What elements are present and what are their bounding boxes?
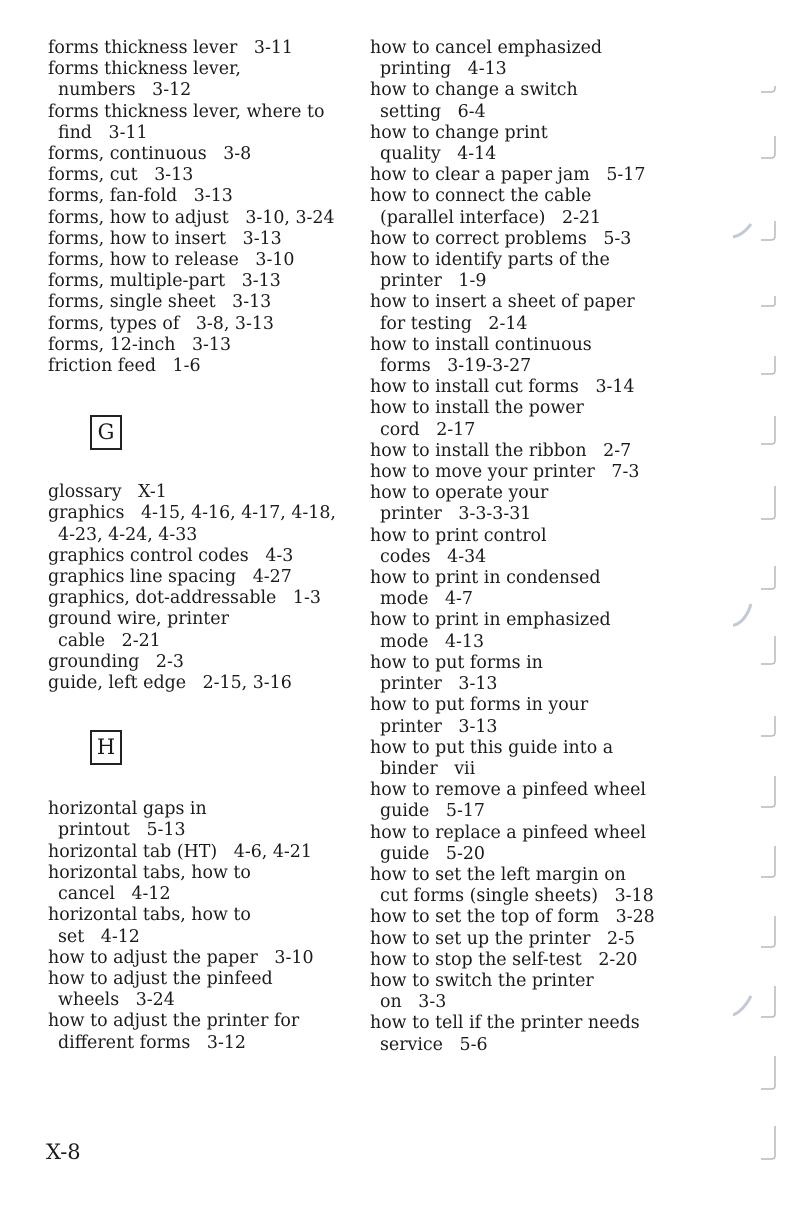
index-how-entry	[370, 971, 700, 1013]
index-column-right	[370, 38, 700, 1056]
index-term: how to install the power	[370, 398, 584, 419]
index-term: how to change a switch	[370, 80, 578, 101]
index-term-continuation: quality 4-14	[380, 144, 497, 165]
index-f-entry	[48, 208, 358, 229]
index-how-entry	[370, 250, 700, 292]
index-term-continuation: for testing 2-14	[380, 313, 528, 334]
index-term: how to print in emphasized	[370, 610, 611, 631]
index-term-continuation: printer 3-13	[380, 674, 498, 695]
index-term: guide, left edge 2-15, 3-16	[48, 673, 292, 694]
index-h-entry	[48, 799, 358, 841]
binder-edge-marks	[733, 56, 793, 1176]
index-how-entry	[370, 695, 700, 737]
index-how-entry	[370, 950, 700, 971]
index-g-entry	[48, 567, 358, 588]
index-term: how to adjust the pinfeed	[48, 968, 273, 989]
index-term-continuation: forms 3-19-3-27	[380, 356, 532, 377]
index-how-entry	[370, 526, 700, 568]
index-term: glossary X-1	[48, 482, 167, 503]
index-how-entry	[370, 568, 700, 610]
index-g-entry	[48, 652, 358, 673]
index-term-continuation: on 3-3	[380, 992, 447, 1013]
index-h-entry	[48, 969, 358, 1011]
index-f-entry	[48, 356, 358, 377]
index-group-f	[48, 38, 358, 377]
index-how-entry	[370, 483, 700, 525]
index-term: how to switch the printer	[370, 970, 594, 991]
index-term-continuation: guide 5-20	[380, 843, 485, 864]
index-group-h	[48, 799, 358, 1053]
index-f-entry	[48, 335, 358, 356]
index-term: how to tell if the printer needs	[370, 1013, 640, 1034]
index-term-continuation: service 5-6	[380, 1034, 488, 1055]
index-term: how to adjust the paper 3-10	[48, 947, 314, 968]
index-term: forms, multiple-part 3-13	[48, 271, 281, 292]
index-how-entry	[370, 929, 700, 950]
index-term: horizontal tabs, how to	[48, 862, 251, 883]
index-term: how to set the left margin on	[370, 864, 626, 885]
index-term: forms thickness lever, where to	[48, 101, 325, 122]
index-h-entry	[48, 1011, 358, 1053]
index-g-entry	[48, 673, 358, 694]
index-term: forms, fan-fold 3-13	[48, 186, 233, 207]
index-f-entry	[48, 165, 358, 186]
index-term: ground wire, printer	[48, 609, 229, 630]
index-term: how to clear a paper jam 5-17	[370, 165, 646, 186]
index-term: horizontal tabs, how to	[48, 905, 251, 926]
index-term: how to set up the printer 2-5	[370, 928, 636, 949]
index-term: forms, types of 3-8, 3-13	[48, 313, 275, 334]
index-how-entry	[370, 610, 700, 652]
index-term: how to insert a sheet of paper	[370, 292, 635, 313]
index-term: graphics line spacing 4-27	[48, 567, 292, 588]
index-term-continuation: printout 5-13	[58, 820, 186, 841]
index-how-entry	[370, 335, 700, 377]
index-f-entry	[48, 59, 358, 101]
index-term: how to print control	[370, 525, 547, 546]
section-letter-h: H	[90, 730, 122, 765]
index-term-continuation: binder vii	[380, 758, 476, 779]
index-f-entry	[48, 229, 358, 250]
index-term: how to put this guide into a	[370, 737, 614, 758]
index-h-entry	[48, 863, 358, 905]
index-term: graphics 4-15, 4-16, 4-17, 4-18,	[48, 503, 336, 524]
index-term: how to install continuous	[370, 334, 592, 355]
index-f-entry	[48, 186, 358, 207]
index-term: grounding 2-3	[48, 651, 184, 672]
index-term-continuation: cable 2-21	[58, 630, 161, 651]
index-f-entry	[48, 314, 358, 335]
index-f-entry	[48, 292, 358, 313]
index-term: friction feed 1-6	[48, 356, 201, 377]
index-g-entry	[48, 546, 358, 567]
index-term: forms, how to adjust 3-10, 3-24	[48, 207, 335, 228]
index-term-continuation: printer 3-13	[380, 716, 498, 737]
index-term: horizontal tab (HT) 4-6, 4-21	[48, 841, 312, 862]
index-term-continuation: find 3-11	[58, 122, 148, 143]
index-term: how to put forms in your	[370, 695, 589, 716]
index-term: forms, continuous 3-8	[48, 144, 252, 165]
index-how-entry	[370, 462, 700, 483]
index-how-entry	[370, 1013, 700, 1055]
index-how-entry	[370, 738, 700, 780]
index-g-entry	[48, 482, 358, 503]
index-how-entry	[370, 80, 700, 122]
page-number: X-8	[46, 1140, 81, 1164]
index-term: how to correct problems 5-3	[370, 228, 632, 249]
index-term-continuation: mode 4-13	[380, 631, 485, 652]
index-how-entry	[370, 865, 700, 907]
index-term: how to identify parts of the	[370, 250, 610, 271]
index-term-continuation: cord 2-17	[380, 419, 476, 440]
index-term: horizontal gaps in	[48, 799, 207, 820]
index-term-continuation: guide 5-17	[380, 801, 485, 822]
index-term-continuation: printing 4-13	[380, 59, 507, 80]
section-letter-g: G	[90, 415, 122, 450]
index-f-entry	[48, 102, 358, 144]
index-how-entry	[370, 653, 700, 695]
index-term: graphics control codes 4-3	[48, 545, 294, 566]
index-g-entry	[48, 609, 358, 651]
index-how-entry	[370, 780, 700, 822]
index-term-continuation: 4-23, 4-24, 4-33	[58, 524, 198, 545]
index-term: forms, cut 3-13	[48, 165, 194, 186]
index-term-continuation: mode 4-7	[380, 589, 473, 610]
index-term: how to change print	[370, 122, 548, 143]
index-term-continuation: set 4-12	[58, 926, 140, 947]
index-term: how to adjust the printer for	[48, 1011, 300, 1032]
index-f-entry	[48, 250, 358, 271]
index-how-entry	[370, 38, 700, 80]
index-term-continuation: different forms 3-12	[58, 1032, 246, 1053]
index-term: how to print in condensed	[370, 568, 601, 589]
index-term-continuation: numbers 3-12	[58, 80, 192, 101]
index-column-left	[48, 38, 358, 1054]
index-term-continuation: printer 3-3-3-31	[380, 504, 532, 525]
index-term: how to put forms in	[370, 652, 543, 673]
index-how-entry	[370, 186, 700, 228]
index-h-entry	[48, 842, 358, 863]
index-f-entry	[48, 144, 358, 165]
index-term: how to stop the self-test 2-20	[370, 949, 638, 970]
index-h-entry	[48, 905, 358, 947]
index-term-continuation: printer 1-9	[380, 271, 487, 292]
index-term: forms, 12-inch 3-13	[48, 334, 232, 355]
index-term: how to operate your	[370, 483, 549, 504]
index-g-entry	[48, 503, 358, 545]
index-term: how to replace a pinfeed wheel	[370, 822, 646, 843]
index-how-entry	[370, 123, 700, 165]
index-term-continuation: setting 6-4	[380, 101, 486, 122]
index-f-entry	[48, 38, 358, 59]
index-group-how-to	[370, 38, 700, 1056]
index-g-entry	[48, 588, 358, 609]
index-how-entry	[370, 398, 700, 440]
index-term: how to install cut forms 3-14	[370, 377, 635, 398]
index-how-entry	[370, 229, 700, 250]
index-term: how to cancel emphasized	[370, 38, 603, 58]
index-term-continuation: (parallel interface) 2-21	[380, 207, 602, 228]
index-how-entry	[370, 907, 700, 928]
index-term-continuation: wheels 3-24	[58, 990, 175, 1011]
index-how-entry	[370, 377, 700, 398]
index-how-entry	[370, 823, 700, 865]
index-term: forms thickness lever,	[48, 59, 241, 80]
index-term: how to set the top of form 3-28	[370, 907, 655, 928]
index-term: forms thickness lever 3-11	[48, 38, 293, 58]
index-term: how to connect the cable	[370, 186, 592, 207]
index-how-entry	[370, 165, 700, 186]
index-term: how to remove a pinfeed wheel	[370, 780, 646, 801]
index-h-entry	[48, 948, 358, 969]
index-how-entry	[370, 441, 700, 462]
index-group-g	[48, 482, 358, 694]
index-term: forms, how to release 3-10	[48, 250, 295, 271]
index-term: how to move your printer 7-3	[370, 462, 640, 483]
index-term-continuation: cut forms (single sheets) 3-18	[380, 886, 654, 907]
index-term: how to install the ribbon 2-7	[370, 440, 632, 461]
index-term: forms, how to insert 3-13	[48, 228, 282, 249]
index-term: forms, single sheet 3-13	[48, 292, 272, 313]
index-term-continuation: cancel 4-12	[58, 884, 171, 905]
index-term: graphics, dot-addressable 1-3	[48, 588, 321, 609]
index-how-entry	[370, 292, 700, 334]
index-f-entry	[48, 271, 358, 292]
index-term-continuation: codes 4-34	[380, 546, 487, 567]
